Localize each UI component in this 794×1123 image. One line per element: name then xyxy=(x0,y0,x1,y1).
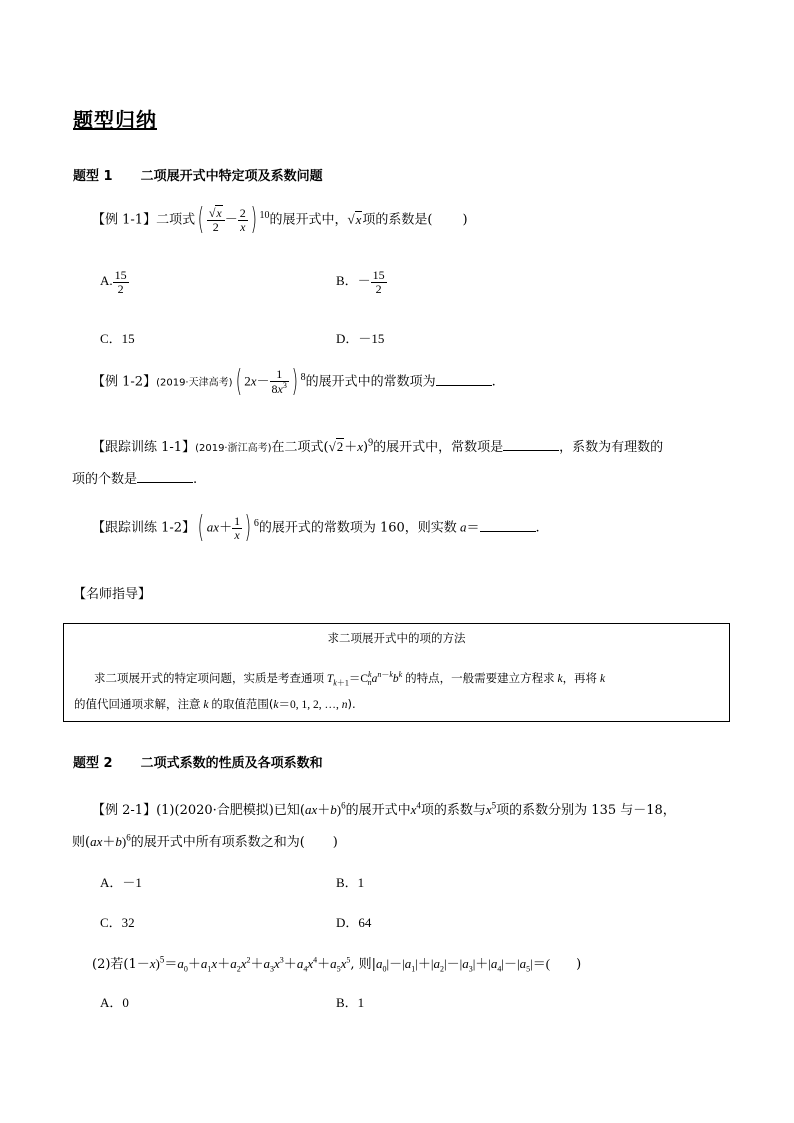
left-paren: ( xyxy=(197,510,205,545)
ex1-1-post: 的展开式中， xyxy=(269,212,348,228)
box-l1b: 的特点，一般需要建立方程求 xyxy=(405,670,555,685)
ex1-1-pre: 二项式 xyxy=(156,212,196,228)
ex2-1-p3: 项的系数与 xyxy=(420,803,486,818)
tr1-2-end: . xyxy=(535,520,540,536)
tracking-1-2: 【跟踪训练 1-2】( ax＋ $\frac{1}{x}$ ) $^6$的展开式的常数项为 160，则实数 a＝ . xyxy=(92,510,540,545)
type1-title: 二项展开式中特定项及系数问题 xyxy=(140,169,323,184)
ex1-2-end: . xyxy=(491,374,496,390)
tr1-1-end: . xyxy=(193,472,198,487)
left-paren: ( xyxy=(235,364,242,399)
ex2-1-q2b: 则| xyxy=(358,957,377,972)
ex2-1-q2a: (2)若(1－ xyxy=(92,957,150,972)
frac-sqrtx-over-2: $\frac{√x}{2}$ xyxy=(207,207,225,233)
answer-blank[interactable] xyxy=(480,519,536,532)
ex2-1-line2a: 则( xyxy=(72,835,91,850)
box-l1c: ，再将 xyxy=(562,670,598,685)
frac-1-over-8x3: $\frac{1}{8x^3}$ xyxy=(271,367,287,396)
ex1-1-option-b: B．－ $\frac{15}{2}$ xyxy=(336,268,385,296)
sqrt-x: √x xyxy=(347,211,362,227)
ex2-1-p4: 项的系数分别为 135 与－18， xyxy=(496,803,676,818)
tr1-1-tag: 【跟踪训练 1-1】 xyxy=(92,440,196,455)
box-l2a: 的值代回通项求解，注意 xyxy=(74,697,201,711)
answer-blank-2[interactable] xyxy=(137,470,193,483)
sqrt-2: √2 xyxy=(328,439,344,454)
ex2-1-option-c: C．32 xyxy=(100,915,135,930)
method-box-line1: 求二项展开式的特定项问题，实质是考查通项 $T_{k+1}=C^k_na^{n-k}b^k$ 的特点，一般需要建立方程求 k，再将 k xyxy=(94,670,606,688)
tr1-2-post: 的展开式的常数项为 160，则实数 xyxy=(258,520,457,536)
ex2-1-option-d: D．64 xyxy=(336,915,372,930)
option-a-label: A. xyxy=(100,273,113,289)
option-b-label: B．－ xyxy=(336,273,371,289)
page-heading: 题型归纳 xyxy=(73,108,157,132)
tr1-1-mid: ) xyxy=(363,440,369,455)
example-1-2: 【例 1-2】(2019·天津高考)( 2x－ $\frac{1}{8x^3}$ ) $^8$的展开式中的常数项为 . xyxy=(92,364,496,399)
ex2-1-line2c: ) xyxy=(332,835,338,850)
ex1-2-tag: 【例 1-2】 xyxy=(92,374,157,390)
type2-label: 题型 2 xyxy=(73,756,113,771)
ex1-1-end: ) xyxy=(462,212,468,228)
ex2-1-part2-option-a: A．0 xyxy=(100,995,129,1010)
ex1-2-post: 的展开式中的常数项为 xyxy=(305,374,436,390)
type1-label: 题型 1 xyxy=(73,169,113,184)
ex1-1-tag: 【例 1-1】 xyxy=(92,212,157,228)
type1-heading xyxy=(73,165,323,184)
ex1-1-option-c: C．15 xyxy=(100,331,135,346)
ex2-1-part2-option-b: B．1 xyxy=(336,995,365,1010)
box-l2c: ＝0, 1, 2, …, xyxy=(278,699,339,711)
example-2-1-line2: 则$(ax+b)^6$的展开式中所有项系数之和为( ) xyxy=(72,832,338,850)
method-box-title: 求二项展开式中的项的方法 xyxy=(327,631,466,645)
left-paren: ( xyxy=(197,202,205,237)
ex2-1-tag: 【例 2-1】 xyxy=(92,803,157,818)
method-box-line2: 的值代回通项求解，注意 k 的取值范围(k＝0, 1, 2, …, n). xyxy=(74,697,356,711)
frac-2-over-x: $\frac{2}{x}$ xyxy=(239,205,246,234)
example-2-1-part2: (2)若$(1-x)^5=a_0+a_1x+a_2x^2+a_3x^3+a_4x^4+a_5x^5$, 则$|a_0|-|a_1|+|a_2|-|a_3|+|a_4|-|a_5|=$( ) xyxy=(92,954,582,974)
tracking-1-1-line2 xyxy=(72,468,197,487)
tr1-2-tag: 【跟踪训练 1-2】 xyxy=(92,520,196,536)
answer-blank[interactable] xyxy=(436,373,492,386)
answer-blank-1[interactable] xyxy=(503,438,559,451)
tr1-1-source: (2019·浙江高考) xyxy=(195,443,272,454)
ex1-2-source: (2019·天津高考) xyxy=(156,377,233,389)
type2-heading xyxy=(73,752,323,771)
ex2-1-q2end: ) xyxy=(576,957,582,972)
frac-1-over-x: $\frac{1}{x}$ xyxy=(234,513,241,542)
box-l2b: 的取值范围( xyxy=(211,697,274,711)
ex2-1-p1: (1)(2020·合肥模拟)已知( xyxy=(156,803,305,818)
teacher-guide-label: 【名师指导】 xyxy=(73,587,152,602)
ex2-1-line2b: 的展开式中所有项系数之和为( xyxy=(130,835,305,850)
ex1-1-post2: 项的系数是( xyxy=(362,212,433,228)
right-paren: ) xyxy=(291,364,298,399)
type2-title: 二项式系数的性质及各项系数和 xyxy=(140,756,323,771)
ex1-1-option-d: D．－15 xyxy=(336,331,385,346)
example-2-1: 【例 2-1】(1)(2020·合肥模拟)已知$(ax+b)^6$的展开式中$x^4$项的系数与$x^5$项的系数分别为 135 与－18， xyxy=(92,800,676,818)
box-l2d: ). xyxy=(347,697,356,711)
tr1-2-eq: ＝ xyxy=(466,520,480,536)
tr1-1-pre: 在二项式( xyxy=(271,440,329,455)
ex2-1-p2: 的展开式中 xyxy=(345,803,411,818)
right-paren: ) xyxy=(244,510,252,545)
tr1-1-line2: 项的个数是 xyxy=(72,472,138,487)
tracking-1-1: 【跟踪训练 1-1】(2019·浙江高考)在二项式$(√2+x)^9$的展开式中，常数项是 ，系数为有理数的 xyxy=(92,437,664,455)
tr1-1-post2: ，系数为有理数的 xyxy=(559,440,664,455)
ex2-1-option-b: B．1 xyxy=(336,875,365,890)
method-box xyxy=(63,623,730,722)
ex2-1-option-a: A．－1 xyxy=(100,875,142,890)
example-1-1: 【例 1-1】二项式( $\frac{√x}{2}$ － $\frac{2}{x}$ ) $^{10}$的展开式中，√x项的系数是( ) xyxy=(92,202,468,237)
right-paren: ) xyxy=(250,202,257,237)
box-l1a: 求二项展开式的特定项问题，实质是考查通项 xyxy=(94,670,324,685)
ex1-1-option-a: A. $\frac{15}{2}$ xyxy=(100,268,127,296)
tr1-1-post: 的展开式中，常数项是 xyxy=(373,440,504,455)
